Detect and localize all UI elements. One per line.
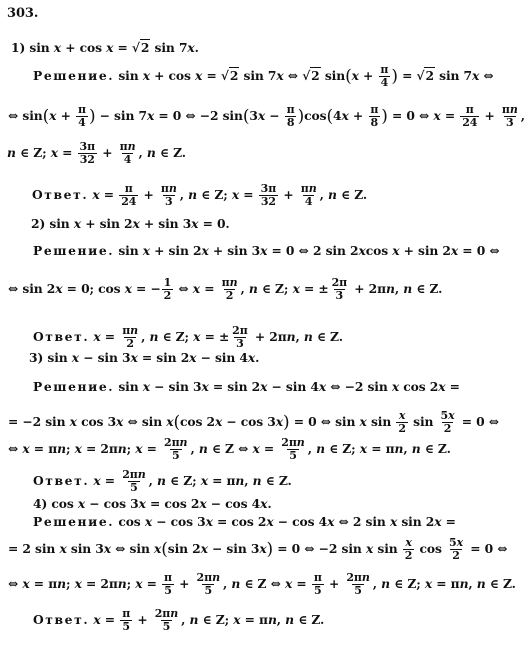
part-1-answer: Ответ. x = $\frac{\pi}{24}$ + $\frac{\pi n}{3}$ , n ∈ Z; x = $\frac{3\pi}{32}$ + $\frac{\pi n}{4}$ , n ∈ Z. <box>32 182 368 208</box>
part-3-answer: Ответ. x = $\frac{2\pi n}{5}$ , n ∈ Z; x = πn, n ∈ Z. <box>33 468 292 494</box>
part-1-solution-line-3: n ∈ Z; x = $\frac{3\pi}{32}$ + $\frac{\pi n}{4}$ , n ∈ Z. <box>7 140 186 166</box>
part-3-solution-line-1: Решение. sin x − sin 3x = sin 2x − sin 4x ⇔ −2 sin x cos 2x = <box>33 379 460 394</box>
part-2-statement: 2) sin x + sin 2x + sin 3x = 0. <box>31 216 230 231</box>
part-3-solution-line-2: = −2 sin x cos 3x ⇔ sin x(cos 2x − cos 3x) = 0 ⇔ sin x sin $\frac{x}{2}$ sin $\frac{5x}{2}$ = 0 ⇔ <box>8 409 499 435</box>
part-4-answer: Ответ. x = $\frac{\pi}{5}$ + $\frac{2\pi n}{5}$ , n ∈ Z; x = πn, n ∈ Z. <box>33 607 325 633</box>
part-2-solution-line-2: ⇔ sin 2x = 0; cos x = − $\frac{1}{2}$ ⇔ x = $\frac{\pi n}{2}$ , n ∈ Z; x = ± $\frac{2\pi}{3}$ + 2πn, n ∈ Z. <box>8 276 443 302</box>
part-4-solution-line-2: = 2 sin x sin 3x ⇔ sin x(sin 2x − sin 3x) = 0 ⇔ −2 sin x sin $\frac{x}{2}$ cos $\frac{5x}{2}$ = 0 ⇔ <box>8 536 508 562</box>
part-4-statement: 4) cos x − cos 3x = cos 2x − cos 4x. <box>33 496 272 511</box>
part-3-statement: 3) sin x − sin 3x = sin 2x − sin 4x. <box>29 350 260 365</box>
part-1-solution-line-1: Решение. sin x + cos x = √2 sin 7x ⇔ √2 sin(x + $\frac{\pi}{4}$ ) = √2 sin 7x ⇔ <box>33 63 494 89</box>
part-2-answer: Ответ. x = $\frac{\pi n}{2}$ , n ∈ Z; x = ± $\frac{2\pi}{3}$ + 2πn, n ∈ Z. <box>33 324 343 350</box>
part-4-solution-line-1: Решение. cos x − cos 3x = cos 2x − cos 4x ⇔ 2 sin x sin 2x = <box>33 514 456 529</box>
part-2-solution-line-1: Решение. sin x + sin 2x + sin 3x = 0 ⇔ 2 sin 2xcos x + sin 2x = 0 ⇔ <box>33 243 500 258</box>
problem-number: 303. <box>7 6 39 21</box>
part-1-statement: 1) sin x + cos x = √2 sin 7x. <box>11 40 199 55</box>
part-1-solution-line-2: ⇔ sin(x + $\frac{\pi}{4}$ ) − sin 7x = 0 ⇔ −2 sin(3x − $\frac{\pi}{8}$ )cos(4x + $\frac{\pi}{8}$ ) = 0 ⇔ x = $\frac{\pi}{24}$ + $\frac{\pi n}{3}$ , <box>8 103 525 129</box>
part-4-solution-line-3: ⇔ x = πn; x = 2πn; x = $\frac{\pi}{5}$ + $\frac{2\pi n}{5}$ , n ∈ Z ⇔ x = $\frac{\pi}{5}$ + $\frac{2\pi n}{5}$ , n ∈ Z; x = πn, n ∈ Z. <box>8 571 516 597</box>
part-3-solution-line-3: ⇔ x = πn; x = 2πn; x = $\frac{2\pi n}{5}$ , n ∈ Z ⇔ x = $\frac{2\pi n}{5}$ , n ∈ Z; x = πn, n ∈ Z. <box>8 436 451 462</box>
